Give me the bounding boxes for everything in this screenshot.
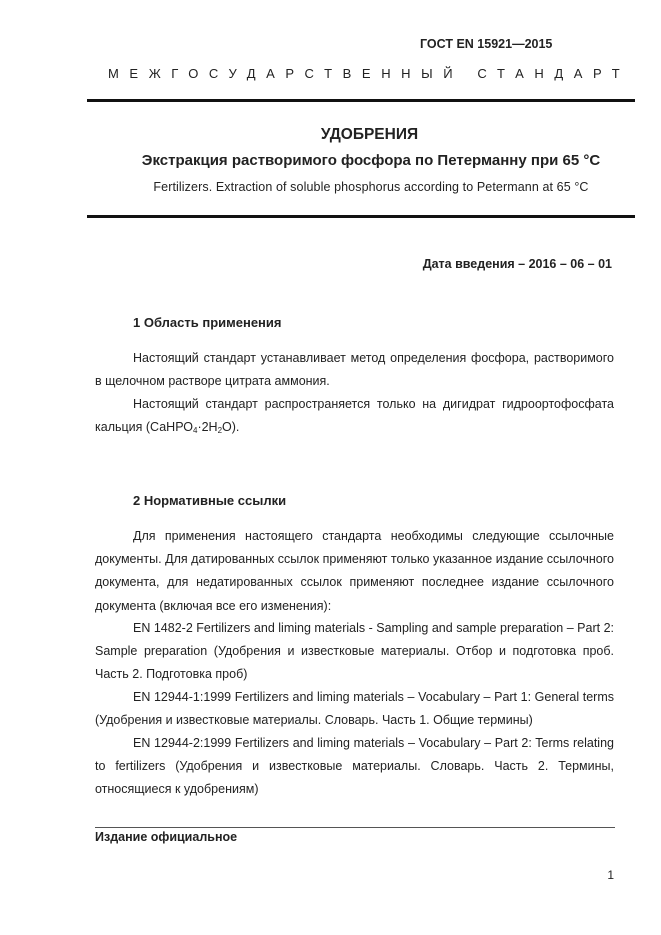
header-divider — [87, 99, 635, 102]
document-title: УДОБРЕНИЯ — [320, 126, 419, 143]
title-divider — [87, 215, 635, 218]
introduction-date: Дата введения – 2016 – 06 – 01 — [422, 257, 612, 271]
document-number: ГОСТ EN 15921—2015 — [420, 37, 553, 51]
reference-en-1482-2: EN 1482-2 Fertilizers and liming materials - Sampling and sample preparation – Part 2: Sample preparation (Удобрения и известковые материалы. Отбор и подготовка проб. Часть 2. Подготовка проб) — [95, 621, 614, 682]
formula-mid: ·2Н — [197, 420, 218, 435]
page-number: 1 — [607, 868, 614, 882]
official-edition-label: Издание официальное — [95, 830, 238, 844]
section-1-paragraph-1: Настоящий стандарт устанавливает метод определения фосфора, растворимого в щелочном растворе цитрата аммония. — [95, 351, 614, 389]
section-1-paragraph-2 — [95, 393, 614, 442]
section-2-paragraph-1: Для применения настоящего стандарта необходимы следующие ссылочные документы. Для датированных ссылок применяют только указанное издание ссылочного документа, для недатированных ссылок применяют последнее издание ссылочного документа (включая все его изменения): — [95, 529, 614, 613]
document-subtitle: Экстракция растворимого фосфора по Петерманну при 65 °С — [141, 152, 601, 169]
section-2-heading: 2 Нормативные ссылки — [133, 493, 287, 508]
english-title: Fertilizers. Extraction of soluble phosphorus according to Petermann at 65 °С — [153, 180, 589, 194]
reference-en-12944-2: EN 12944-2:1999 Fertilizers and liming materials – Vocabulary – Part 2: Terms relating to fertilizers (Удобрения и известковые материалы. Словарь. Часть 2. Термины, относящиеся к удобрениям) — [95, 736, 614, 797]
formula-subscript-2: 2 — [217, 426, 223, 436]
formula-end: О). — [222, 420, 240, 435]
footer-divider — [95, 827, 615, 828]
section-1-heading: 1 Область применения — [133, 315, 282, 330]
formula-subscript-4: 4 — [192, 426, 198, 436]
reference-en-12944-1: EN 12944-1:1999 Fertilizers and liming materials – Vocabulary – Part 1: General terms (Удобрения и известковые материалы. Словарь. Часть 1. Общие термины) — [95, 690, 614, 728]
formula-text: Настоящий стандарт распространяется только на дигидрат гидроортофосфата кальция (СаНРО — [95, 397, 614, 435]
interstate-standard-label: МЕЖГОСУДАРСТВЕННЫЙ СТАНДАРТ — [108, 66, 631, 81]
